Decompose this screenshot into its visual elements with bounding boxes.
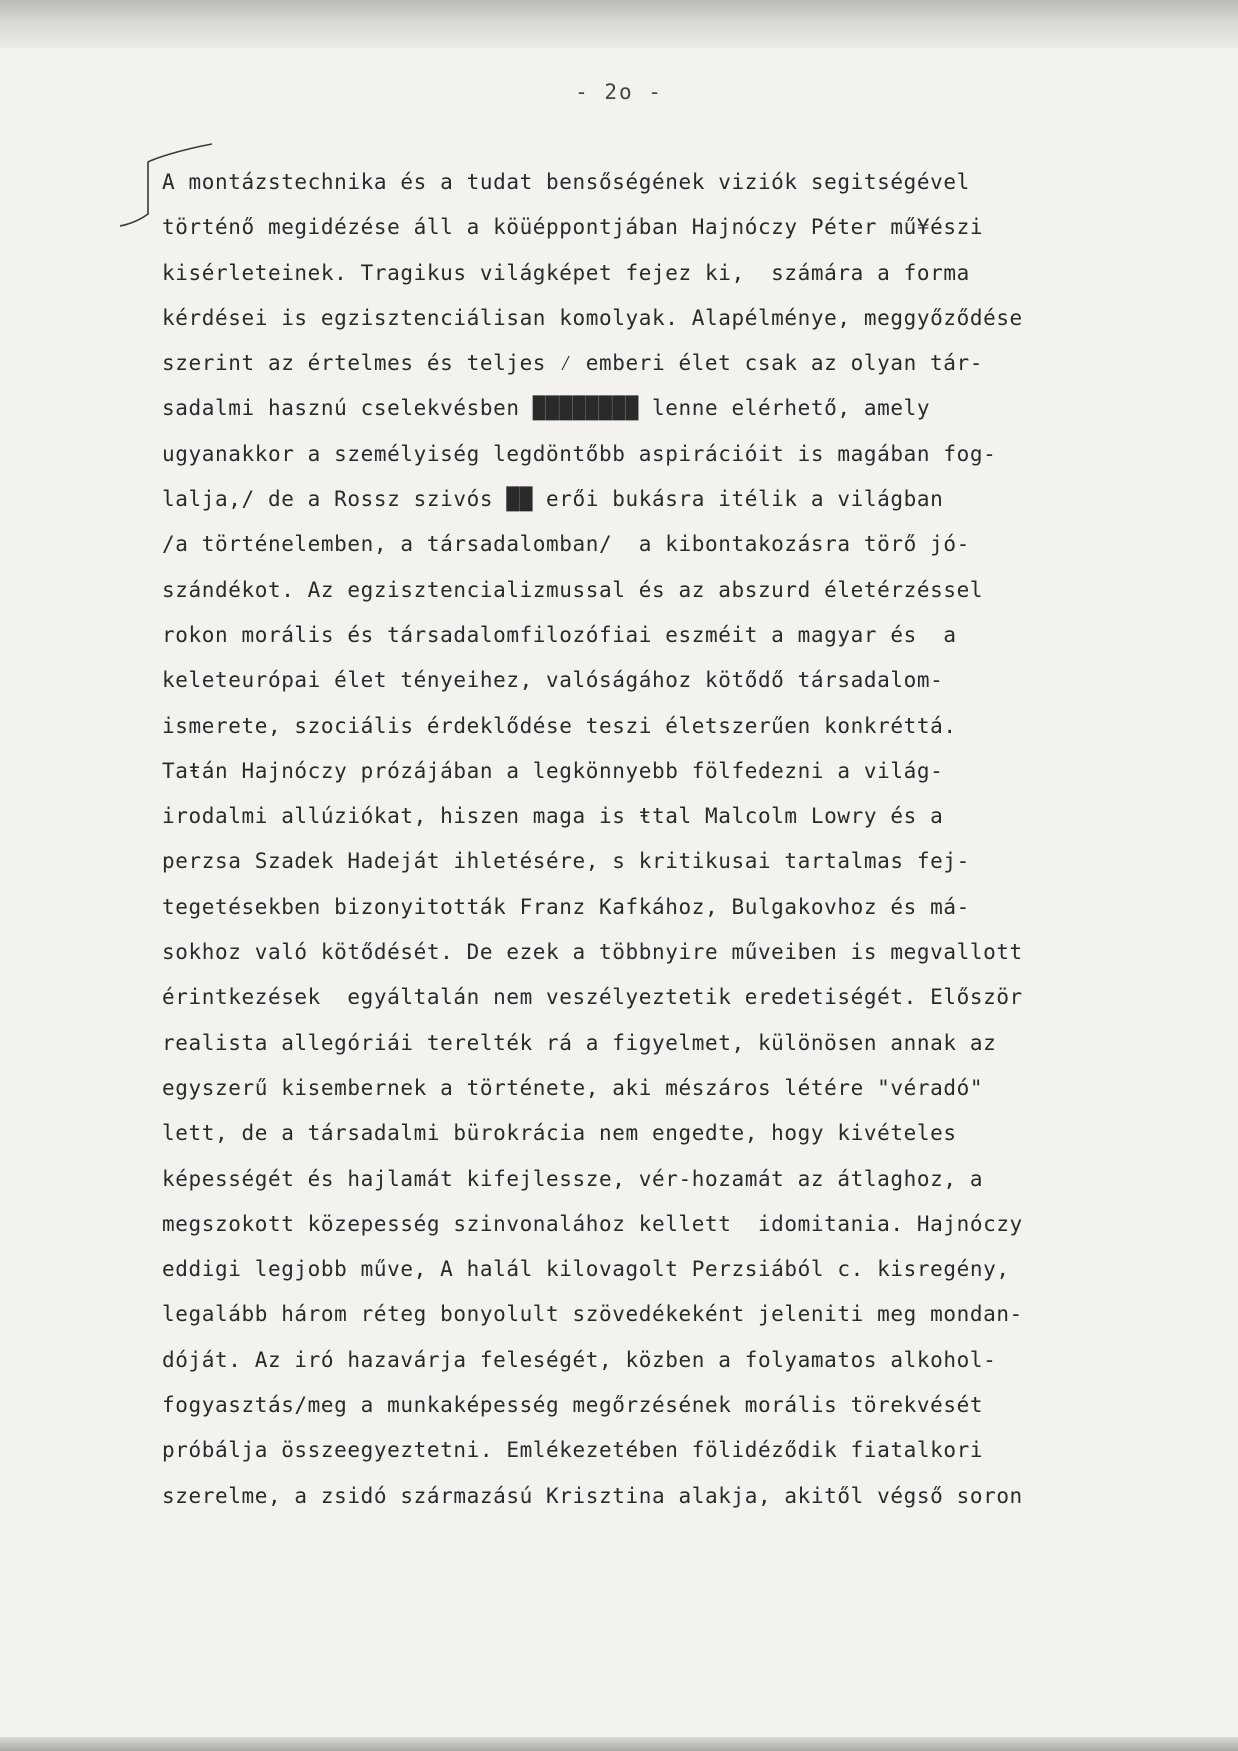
- text-line: kisérleteinek. Tragikus világképet fejez ki, számára a forma: [162, 260, 970, 285]
- scan-bottom-edge: [0, 1737, 1238, 1751]
- text-line: rokon morális és társadalomfilozófiai eszméit a magyar és a: [162, 622, 957, 647]
- text-line: szándékot. Az egzisztencializmussal és az abszurd életérzéssel: [162, 577, 984, 602]
- text-line: perzsa Szadek Hadeját ihletésére, s kritikusai tartalmas fej-: [162, 849, 970, 874]
- text-line: ugyanakkor a személyiség legdöntőbb aspirációit is magában fog-: [162, 441, 997, 466]
- text-line: tegetésekben bizonyitották Franz Kafkához, Bulgakovhoz és má-: [162, 894, 970, 919]
- text-line: egyszerű kisembernek a története, aki mészáros létére "véradó": [162, 1075, 984, 1100]
- text-line: irodalmi allúziókat, hiszen maga is ŧtal Malcolm Lowry és a: [162, 804, 944, 829]
- scan-top-edge: [0, 0, 1238, 48]
- text-line: szerelme, a zsidó származású Krisztina alakja, akitől végső soron: [162, 1483, 1023, 1508]
- text-line: fogyasztás/meg a munkaképesség megőrzésének morális törekvését: [162, 1393, 984, 1418]
- text-line: Taŧán Hajnóczy prózájában a legkönnyebb fölfedezni a világ-: [162, 758, 944, 783]
- text-line: próbálja összeegyeztetni. Emlékezetében fölidéződik fiatalkori: [162, 1438, 984, 1463]
- text-line: lalja,/ de a Rossz szivós ██ erői bukásra itélik a világban: [162, 487, 944, 512]
- text-line: sokhoz való kötődését. De ezek a többnyire műveiben is megvallott: [162, 940, 1023, 965]
- text-line: lett, de a társadalmi bürokrácia nem engedte, hogy kivételes: [162, 1121, 957, 1146]
- text-line: eddigi legjobb műve, A halál kilovagolt Perzsiából c. kisregény,: [162, 1257, 1010, 1282]
- text-line: szerint az értelmes és teljes ⁄ emberi élet csak az olyan tár-: [162, 351, 984, 376]
- text-line: realista allegóriái terelték rá a figyelmet, különösen annak az: [162, 1030, 997, 1055]
- text-line: képességét és hajlamát kifejlessze, vér-hozamát az átlaghoz, a: [162, 1166, 984, 1191]
- text-line: keleteurópai élet tényeihez, valóságához kötődő társadalom-: [162, 668, 944, 693]
- text-line: A montázstechnika és a tudat bensőségének viziók segitségével: [162, 170, 970, 194]
- text-line: sadalmi hasznú cselekvésben ████████ lenne elérhető, amely: [162, 396, 931, 421]
- page-number: - 2o -: [575, 80, 663, 104]
- text-line: megszokott közepesség szinvonalához kellett idomitania. Hajnóczy: [162, 1211, 1023, 1236]
- text-line: ismerete, szociális érdeklődése teszi életszerűen konkréttá.: [162, 713, 957, 738]
- document-body: [162, 160, 1142, 1519]
- text-line: érintkezések egyáltalán nem veszélyeztetik eredetiségét. Először: [162, 985, 1023, 1010]
- text-line: /a történelemben, a társadalomban/ a kibontakozásra törő jó-: [162, 532, 970, 557]
- text-line: kérdései is egzisztenciálisan komolyak. Alapélménye, meggyőződése: [162, 305, 1023, 330]
- text-line: történő megidézése áll a köüéppontjában Hajnóczy Péter mű¥észi: [162, 215, 984, 240]
- text-line: legalább három réteg bonyolult szövedékeként jeleniti meg mondan-: [162, 1302, 1023, 1327]
- text-line: dóját. Az iró hazavárja feleségét, közben a folyamatos alkohol-: [162, 1347, 997, 1372]
